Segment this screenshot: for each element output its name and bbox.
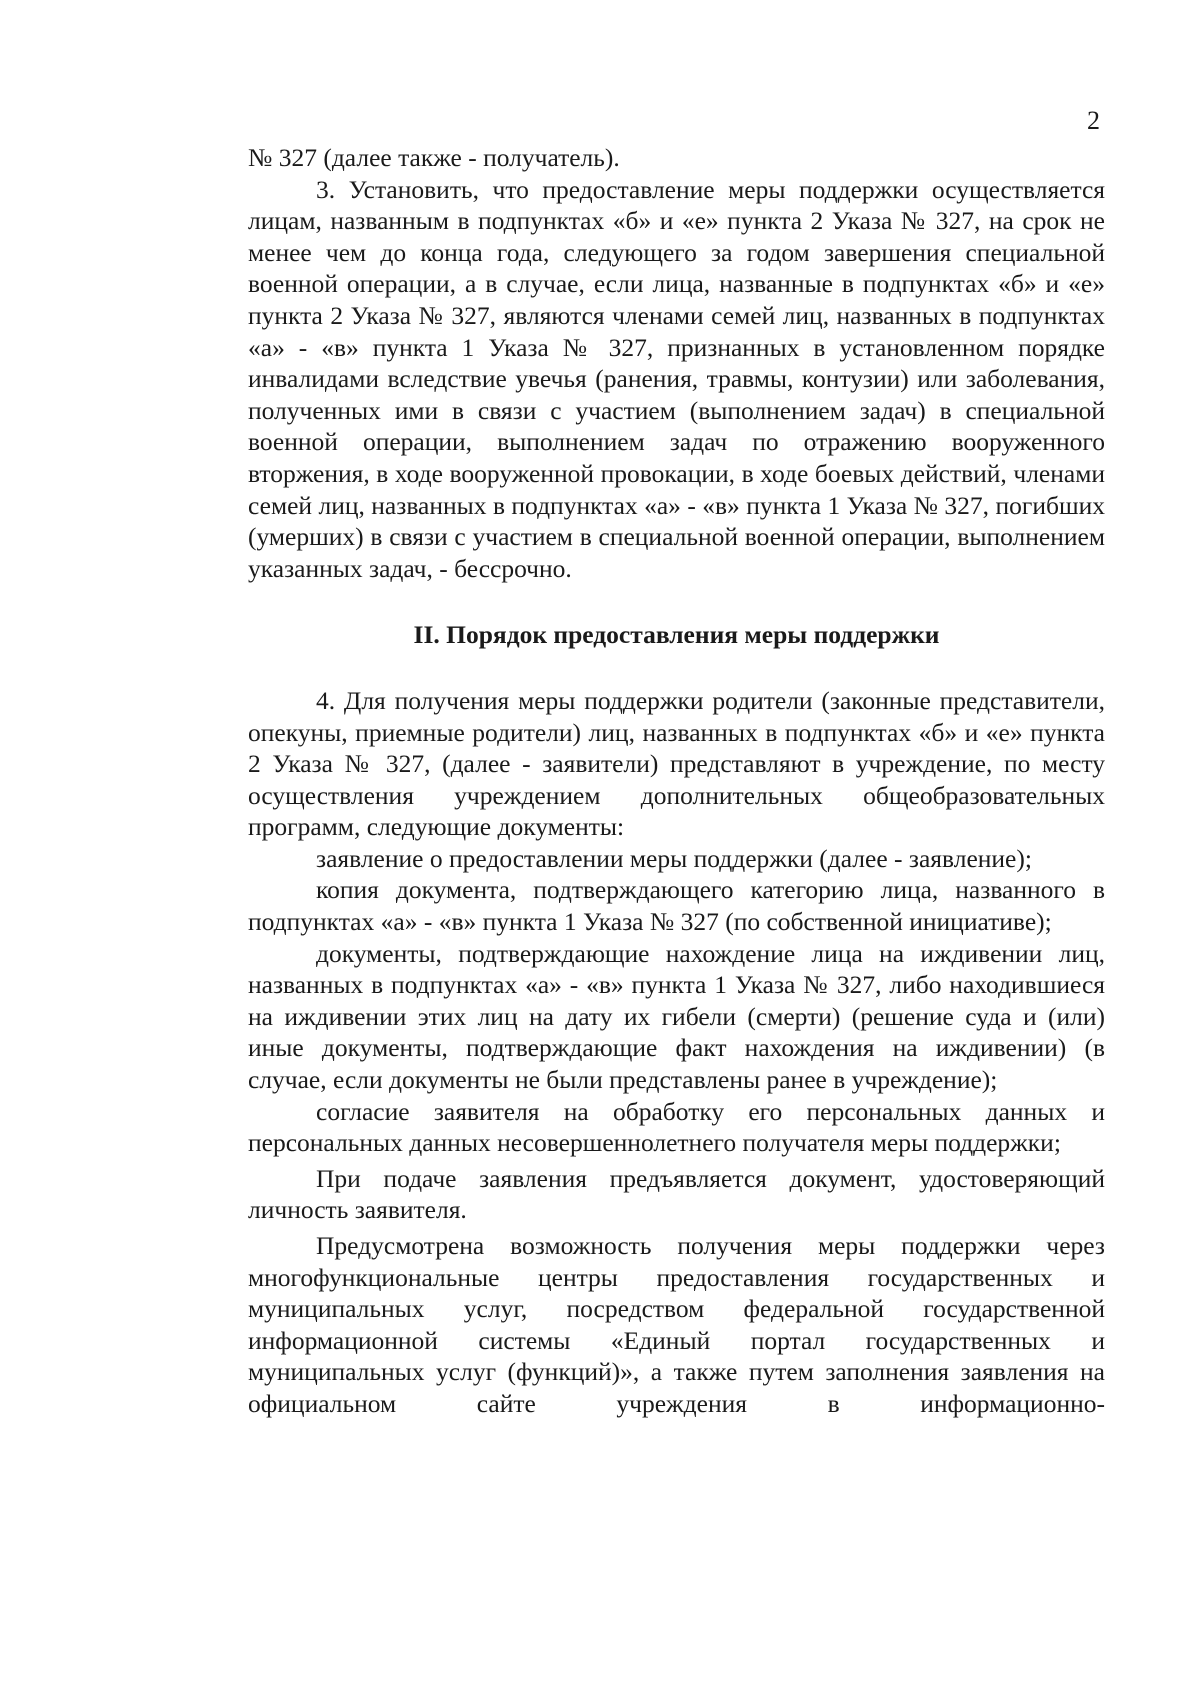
paragraph-3: 3. Установить, что предоставление меры поддержки осуществляется лицам, названным в подпунктах «б» и «е» пункта 2 Указа № 327, на срок не менее чем до конца года, следующего за годом завершения специальной военной операции, а в случае, если лица, названные в подпунктах «б» и «е» пункта 2 Указа № 327, являются членами семей лиц, названных в подпунктах «а» - «в» пункта 1 Указа № 327, признанных в установленном порядке инвалидами вследствие увечья (ранения, травмы, контузии) или заболевания, полученных ими в связи с участием (выполнением задач) в специальной военной операции, выполнением задач по отражению вооруженного вторжения, в ходе вооруженной провокации, в ходе боевых действий, членами семей лиц, названных в подпунктах «а» - «в» пункта 1 Указа № 327, погибших (умерших) в связи с участием в специальной военной операции, выполнением указанных задач, - бессрочно. (248, 174, 1105, 583)
list-item-category-copy: копия документа, подтверждающего категорию лица, названного в подпунктах «а» - «в» пункта 1 Указа № 327 (по собственной инициативе); (248, 875, 1105, 937)
list-item-dependency: документы, подтверждающие нахождение лица на иждивении лиц, названных в подпунктах «а» - «в» пункта 1 Указа № 327, либо находившиеся на иждивении этих лиц на дату их гибели (смерти) (решение суда и (или) иные документы, подтверждающие факт нахождения на иждивении) (в случае, если документы не были представлены ранее в учреждение); (248, 938, 1105, 1095)
list-item-application: заявление о предоставлении меры поддержки (далее - заявление); (316, 843, 1032, 873)
paragraph-4: 4. Для получения меры поддержки родители (законные представители, опекуны, приемные родители) лиц, названных в подпунктах «б» и «е» пункта 2 Указа № 327, (далее - заявители) представляют в учреждение, по месту осуществления учреждением дополнительных общеобразовательных программ, следующие документы: (248, 685, 1105, 842)
paragraph-continuation: № 327 (далее также - получатель). (248, 143, 620, 172)
section-heading: II. Порядок предоставления меры поддержки (413, 620, 940, 650)
paragraph-identity: При подаче заявления предъявляется документ, удостоверяющий личность заявителя. (248, 1163, 1105, 1225)
document-body (248, 142, 1105, 1420)
page-number: 2 (1087, 106, 1100, 135)
paragraph-mfc: Предусмотрена возможность получения меры поддержки через многофункциональные центры предоставления государственных и муниципальных услуг, посредством федеральной государственной информационной системы «Единый портал государственных и муниципальных услуг (функций)», а также путем заполнения заявления на официальном сайте учреждения в информационно- (248, 1231, 1105, 1418)
list-item-consent: согласие заявителя на обработку его персональных данных и персональных данных несовершеннолетнего получателя меры поддержки; (248, 1096, 1105, 1158)
